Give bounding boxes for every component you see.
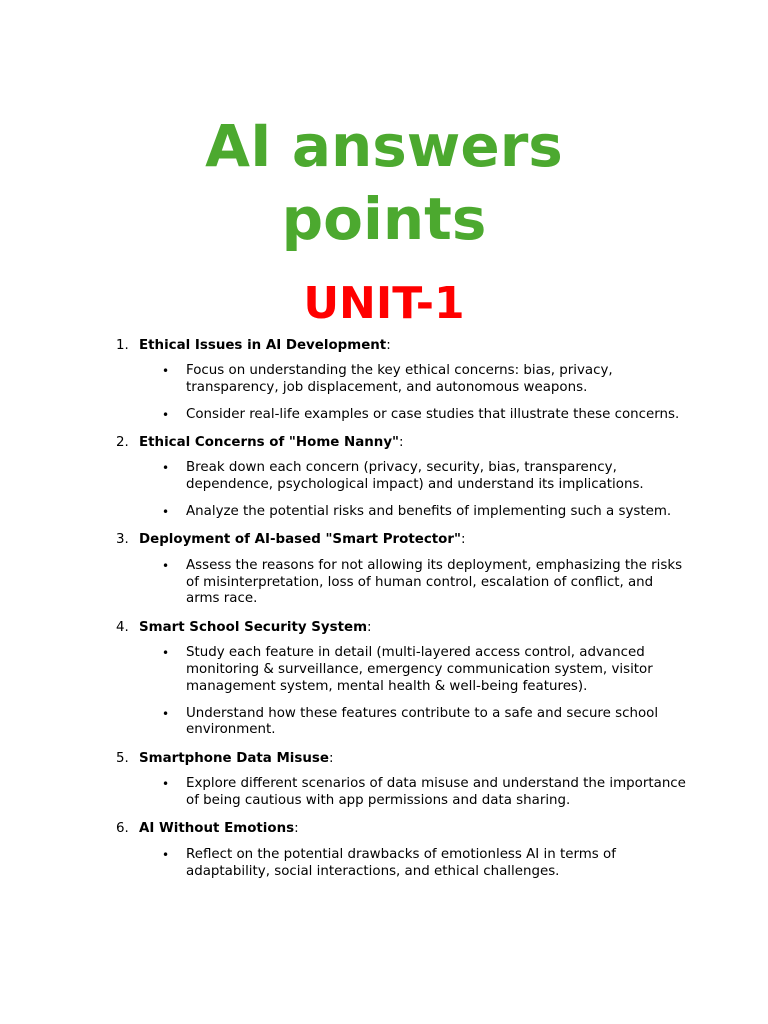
- bullet-dot-icon: •: [162, 407, 170, 422]
- list-item-heading: [139, 751, 333, 768]
- bullet-text: Focus on understanding the key ethical concerns: bias, privacy, transparency, job displacement, and autonomous weapons.: [186, 363, 613, 395]
- list-item-header: [116, 749, 686, 769]
- list-item-header: [116, 820, 686, 840]
- bullet-list: [116, 363, 686, 423]
- bullet-list: [116, 645, 686, 739]
- bullet-text: Consider real-life examples or case studies that illustrate these concerns.: [186, 406, 680, 422]
- list-item-number: 3.: [116, 532, 129, 548]
- list-item-number: 2.: [116, 434, 129, 450]
- list-item-heading-text: Smartphone Data Misuse: [139, 750, 329, 766]
- list-item: [116, 749, 686, 810]
- bullet-item: [162, 706, 686, 740]
- bullet-text: Reflect on the potential drawbacks of emotionless AI in terms of adaptability, social interactions, and ethical challenges.: [186, 846, 616, 879]
- list-item: [116, 433, 686, 520]
- bullet-list: [116, 776, 686, 810]
- bullet-dot-icon: •: [162, 558, 170, 573]
- list-item-header: [116, 531, 686, 551]
- list-item-heading-text: Ethical Issues in AI Development: [139, 337, 387, 353]
- bullet-list: [116, 847, 686, 881]
- list-item: [116, 820, 686, 881]
- bullet-list: [116, 460, 686, 520]
- bullet-text: Assess the reasons for not allowing its deployment, emphasizing the risks of misinterpretation, loss of human control, escalation of conflict, and arms race.: [186, 557, 683, 607]
- bullet-text: Understand how these features contribute to a safe and secure school environment.: [186, 705, 659, 738]
- list-item-header: [116, 433, 686, 453]
- document-title: [0, 110, 768, 256]
- bullet-item: [162, 558, 686, 608]
- list-item-heading-text: AI Without Emotions: [139, 821, 295, 837]
- list-item-number: 6.: [116, 821, 129, 837]
- bullet-text: Explore different scenarios of data misuse and understand the importance of being cautious with app permissions and data sharing.: [186, 776, 686, 808]
- list-item-heading-text: Ethical Concerns of "Home Nanny": [139, 434, 400, 450]
- bullet-item: [162, 407, 686, 424]
- title-line-2: points: [281, 185, 487, 253]
- numbered-list: [116, 336, 686, 890]
- bullet-item: [162, 776, 686, 810]
- list-item-heading-colon: :: [367, 619, 372, 635]
- list-item-number: 5.: [116, 750, 129, 766]
- bullet-list: [116, 558, 686, 608]
- list-item-number: 4.: [116, 619, 129, 635]
- bullet-dot-icon: •: [162, 364, 170, 378]
- bullet-text: Break down each concern (privacy, security, bias, transparency, dependence, psychological impact) and understand its implications.: [186, 460, 644, 493]
- list-item-header: [116, 618, 686, 638]
- list-item-heading-colon: :: [399, 434, 404, 450]
- list-item: [116, 336, 686, 423]
- bullet-dot-icon: •: [162, 461, 170, 476]
- bullet-item: [162, 460, 686, 494]
- list-item-heading: [139, 338, 391, 355]
- bullet-item: [162, 363, 686, 397]
- bullet-text: Study each feature in detail (multi-layered access control, advanced monitoring & surveillance, emergency communication system, visitor management system, mental health & well-being features).: [186, 645, 653, 694]
- bullet-item: [162, 645, 686, 695]
- bullet-dot-icon: •: [162, 706, 170, 721]
- list-item-heading-colon: :: [460, 532, 466, 548]
- bullet-text: Analyze the potential risks and benefits of implementing such a system.: [186, 503, 672, 519]
- list-item-heading: [139, 620, 372, 637]
- bullet-item: [162, 847, 686, 881]
- list-item-heading-colon: :: [386, 337, 391, 353]
- bullet-dot-icon: •: [162, 777, 170, 792]
- bullet-dot-icon: •: [162, 847, 170, 862]
- list-item-number: 1.: [116, 337, 129, 353]
- list-item-heading-text: Deployment of AI-based "Smart Protector": [139, 532, 461, 548]
- list-item-header: [116, 336, 686, 356]
- list-item-heading-text: Smart School Security System: [139, 619, 368, 635]
- list-item-heading-colon: :: [328, 750, 334, 766]
- bullet-dot-icon: •: [162, 646, 170, 661]
- unit-heading: UNIT-1: [303, 278, 465, 329]
- list-item-heading: [139, 532, 465, 549]
- list-item-heading: [139, 435, 404, 452]
- list-item: [116, 618, 686, 739]
- list-item-heading-colon: :: [294, 821, 299, 837]
- list-item-heading: [139, 821, 299, 838]
- bullet-dot-icon: •: [162, 504, 170, 519]
- title-line-1: AI answers: [205, 112, 563, 180]
- list-item: [116, 531, 686, 608]
- bullet-item: [162, 504, 686, 521]
